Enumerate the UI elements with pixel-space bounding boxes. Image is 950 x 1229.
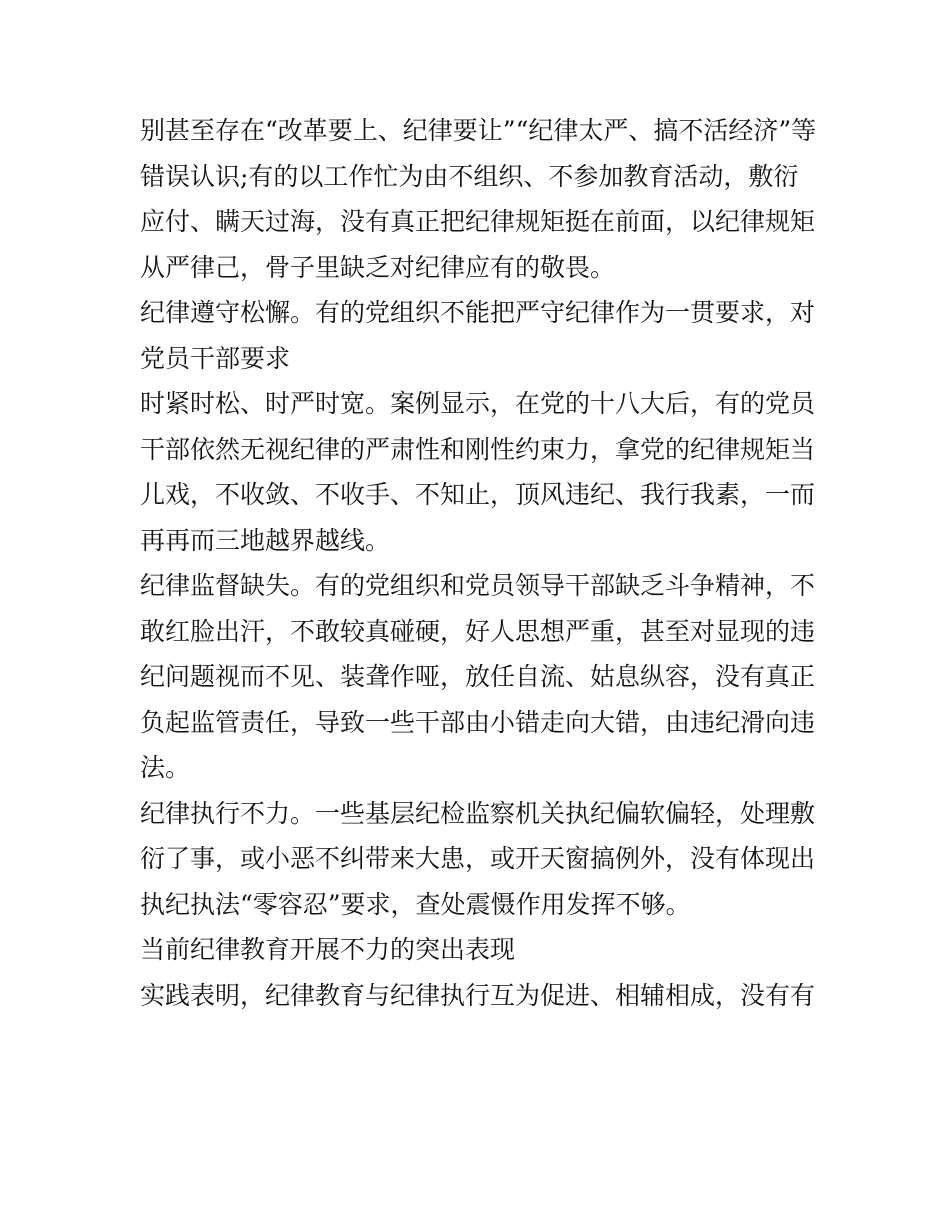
text-line: 纪律遵守松懈。有的党组织不能把严守纪律作为一贯要求，对 [140, 298, 816, 327]
section-heading: 当前纪律教育开展不力的突出表现 [140, 935, 516, 964]
text-line: 时紧时松、时严时宽。案例显示，在党的十八大后，有的党员 [140, 389, 816, 418]
text-line: 党员干部要求 [140, 343, 291, 373]
text-line: 再再而三地越界越线。 [140, 525, 391, 555]
text-line: 执纪执法“零容忍”要求，查处震慑作用发挥不够。 [140, 889, 691, 919]
text-line: 负起监管责任，导致一些干部由小错走向大错，由违纪滑向违 [140, 707, 816, 737]
text-line: 实践表明，纪律教育与纪律执行互为促进、相辅相成，没有有 [140, 980, 816, 1010]
text-line: 干部依然无视纪律的严肃性和刚性约束力，拿党的纪律规矩当 [140, 434, 816, 464]
text-line: 应付、瞒天过海，没有真正把纪律规矩挺在前面，以纪律规矩 [140, 207, 816, 236]
text-line: 衍了事，或小恶不纠带来大患，或开天窗搞例外，没有体现出 [140, 844, 816, 873]
text-line: 法。 [140, 753, 191, 782]
text-line: 纪律监督缺失。有的党组织和党员领导干部缺乏斗争精神，不 [140, 571, 816, 600]
text-line: 错误认识;有的以工作忙为由不组织、不参加教育活动，敷衍 [140, 161, 799, 191]
text-line: 儿戏，不收敛、不收手、不知止，顶风违纪、我行我素，一而 [140, 480, 816, 509]
text-line: 敢红脸出汗，不敢较真碰硬，好人思想严重，甚至对显现的违 [140, 616, 816, 646]
text-line: 别甚至存在“改革要上、纪律要让”“纪律太严、搞不活经济”等 [140, 116, 817, 145]
document-body [140, 108, 820, 1018]
text-line: 从严律己，骨子里缺乏对纪律应有的敬畏。 [140, 252, 616, 282]
text-line: 纪律执行不力。一些基层纪检监察机关执纪偏软偏轻，处理敷 [140, 798, 816, 828]
text-line: 纪问题视而不见、装聋作哑，放任自流、姑息纵容，没有真正 [140, 662, 816, 691]
